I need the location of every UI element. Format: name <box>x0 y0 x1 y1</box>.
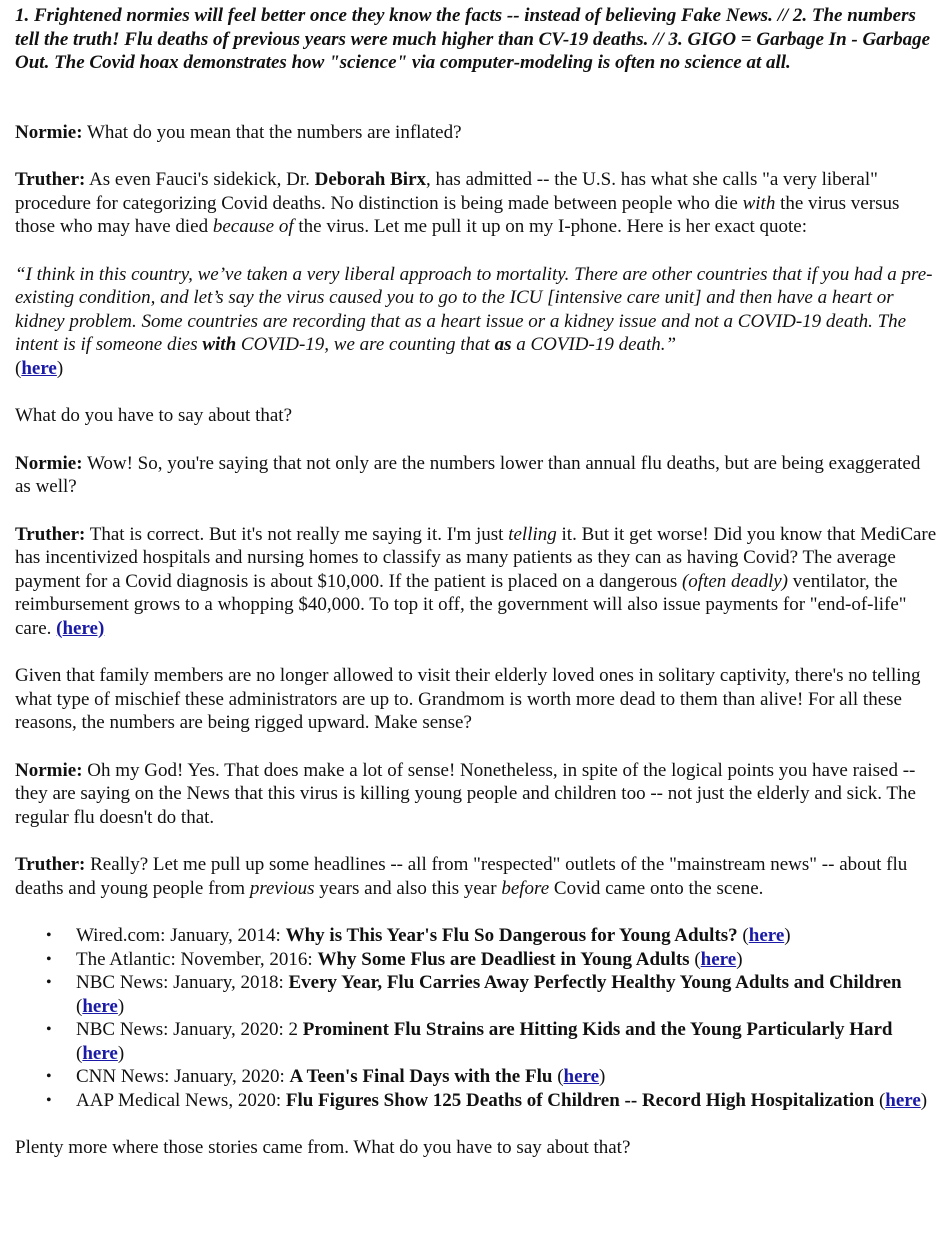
paragraph-text: That is correct. But it's not really me saying it. I'm just <box>85 523 509 545</box>
bullet-icon: • <box>46 927 52 944</box>
headline-title: Prominent Flu Strains are Hitting Kids and the Young Particularly Hard <box>302 1019 893 1040</box>
headline-link-cnn[interactable]: here <box>563 1066 600 1087</box>
headline-title: A Teen's Final Days with the Flu <box>289 1066 553 1087</box>
emphasis: (often deadly) <box>681 570 789 592</box>
paren: ( <box>15 357 22 379</box>
paragraph-closing: Plenty more where those stories came from. What do you have to say about that? <box>15 1137 631 1158</box>
paragraph-text: years and also this year <box>314 877 502 899</box>
list-item <box>46 1018 940 1065</box>
paren: ) <box>56 357 64 379</box>
quote-text: a COVID-19 death.” <box>511 334 677 355</box>
paren: ) <box>920 1089 928 1111</box>
paren: ) <box>599 1066 606 1087</box>
document-page <box>15 0 940 1160</box>
headline-list <box>15 924 940 1112</box>
speaker-normie: Normie: <box>15 759 83 781</box>
list-item <box>46 1065 940 1089</box>
source-link-birx[interactable]: here <box>21 357 57 379</box>
headline-title: Every Year, Flu Carries Away Perfectly Healthy Young Adults and Children <box>288 972 902 993</box>
paren: ( <box>76 1042 83 1064</box>
paren: ) <box>117 1042 125 1064</box>
paren: ( <box>552 1066 564 1087</box>
bullet-icon: • <box>46 974 52 991</box>
paragraph-truther-3 <box>15 853 940 900</box>
emphasis: as <box>494 334 512 355</box>
bullet-icon: • <box>46 1068 52 1085</box>
headline-link-aap[interactable]: here <box>885 1089 921 1111</box>
paragraph-text: , has admitted -- the U.S. has what she calls "a very liberal" procedure for categorizing Covid deaths. No distinction is being made between people who die <box>15 169 878 214</box>
paragraph-text: ventilator, the reimbursement grows to a whopping $40,000. To top it off, the government will also issue payments for "end-of-life" care. <box>15 570 907 639</box>
bullet-icon: • <box>46 1021 52 1038</box>
emphasis: before <box>501 877 550 899</box>
paren: ( <box>76 995 83 1017</box>
headline-source: CNN News: January, 2020: <box>76 1066 290 1087</box>
emphasis: telling <box>508 523 557 545</box>
paragraph-text: Wow! So, you're saying that not only are the numbers lower than annual flu deaths, but are being exaggerated as well? <box>15 452 921 497</box>
quote-text: COVID-19, we are counting that <box>236 334 495 355</box>
paren: ) <box>117 995 125 1017</box>
paragraph-question-1: What do you have to say about that? <box>15 405 293 426</box>
paragraph-normie-2 <box>15 452 940 499</box>
speaker-truther: Truther: <box>15 169 86 190</box>
headline-title: Why is This Year's Flu So Dangerous for Young Adults? <box>285 925 738 946</box>
paragraph-text: Really? Let me pull up some headlines -- all from "respected" outlets of the "mainstream news" -- about flu deaths and young people from <box>15 854 908 899</box>
headline-source: AAP Medical News, 2020: <box>76 1089 286 1111</box>
list-item <box>46 924 940 948</box>
person-name: Deborah Birx <box>314 169 426 190</box>
headline-link-atlantic[interactable]: here <box>700 948 737 970</box>
paragraph-text: As even Fauci's sidekick, Dr. <box>85 169 315 190</box>
intro-summary: 1. Frightened normies will feel better once they know the facts -- instead of believing Fake News. // 2. The numbers tell the truth! Flu deaths of previous years were much higher than CV-19 deaths. // 3. GIGO = Garbage In - Garbage Out. The Covid hoax demonstrates how "science" via computer-modeling is often no science at all. <box>15 5 931 73</box>
paren: ( <box>689 948 701 970</box>
paragraph-text: Oh my God! Yes. That does make a lot of sense! Nonetheless, in spite of the logical points you have raised -- they are saying on the News that this virus is killing young people and children too -- not just the elderly and sick. The regular flu doesn't do that. <box>15 759 916 828</box>
headline-link-wired[interactable]: here <box>748 925 785 946</box>
paren: ( <box>874 1089 886 1111</box>
headline-link-nbc-2020[interactable]: here <box>82 1042 118 1064</box>
speaker-normie: Normie: <box>15 452 83 474</box>
emphasis: previous <box>249 877 315 899</box>
paragraph-normie-3 <box>15 759 940 830</box>
speaker-truther: Truther: <box>15 854 86 875</box>
source-link-medicare[interactable]: (here) <box>56 617 105 639</box>
speaker-normie: Normie: <box>15 121 83 143</box>
headline-source: Wired.com: January, 2014: <box>76 925 286 946</box>
birx-quote <box>15 263 940 381</box>
paragraph-text: the virus versus those who may have died <box>15 192 900 237</box>
headline-source: The Atlantic: November, 2016: <box>76 948 318 970</box>
paren: ( <box>737 925 749 946</box>
paragraph-normie-1 <box>15 121 940 145</box>
quote-text: “I think in this country, we’ve taken a very liberal approach to mortality. There are other countries that if you had a pre-existing condition, and let’s say the virus caused you to go to the ICU [intensive care unit] and then have a heart or kidney problem. Some countries are recording that as a heart issue or a kidney issue and not a COVID-19 death. The intent is if someone dies <box>15 263 933 355</box>
emphasis: with <box>742 192 776 214</box>
headline-source: NBC News: January, 2020: 2 <box>76 1019 303 1040</box>
speaker-truther: Truther: <box>15 523 86 545</box>
paren: ) <box>784 925 791 946</box>
paragraph-family: Given that family members are no longer allowed to visit their elderly loved ones in solitary captivity, there's no telling what type of mischief these administrators are up to. Grandmom is worth more dead to them than alive! For all these reasons, the numbers are being rigged upward. Make sense? <box>15 665 921 733</box>
list-item <box>46 948 940 972</box>
paragraph-truther-2 <box>15 523 940 641</box>
headline-title: Flu Figures Show 125 Deaths of Children -- Record High Hospitalization <box>285 1089 875 1111</box>
paragraph-text: it. But it get worse! Did you know that MediCare has incentivized hospitals and nursing homes to classify as many patients as they can as having Covid? The average payment for a Covid diagnosis is about $10,000. If the patient is placed on a dangerous <box>15 523 937 592</box>
bullet-icon: • <box>46 1091 52 1109</box>
paragraph-text: the virus. Let me pull it up on my I-phone. Here is her exact quote: <box>293 216 807 237</box>
headline-title: Why Some Flus are Deadliest in Young Adults <box>317 948 690 970</box>
list-item <box>46 1089 940 1113</box>
emphasis: with <box>202 334 237 355</box>
list-item <box>46 971 940 1018</box>
paragraph-truther-1 <box>15 168 940 239</box>
paren: ) <box>736 948 743 970</box>
headline-source: NBC News: January, 2018: <box>76 972 289 993</box>
headline-link-nbc-2018[interactable]: here <box>82 995 118 1017</box>
paragraph-text: What do you mean that the numbers are inflated? <box>82 121 462 143</box>
emphasis: because of <box>212 216 294 237</box>
bullet-icon: • <box>46 950 52 968</box>
paragraph-text: Covid came onto the scene. <box>549 877 764 899</box>
